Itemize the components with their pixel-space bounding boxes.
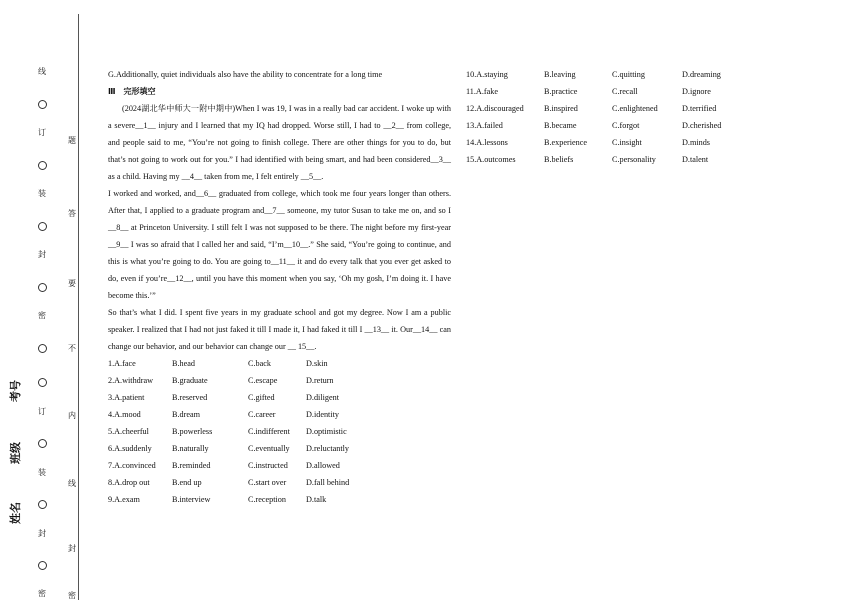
- option-choice: C.eventually: [248, 444, 290, 453]
- option-choice: 10.A.staying: [466, 70, 508, 79]
- option-row: [108, 372, 451, 389]
- options-list-left: [108, 355, 451, 508]
- option-choice: B.beliefs: [544, 155, 574, 164]
- class-label: 班级: [9, 442, 22, 464]
- option-choice: B.powerless: [172, 427, 213, 436]
- right-column: [466, 66, 766, 168]
- outer-mark: 密: [38, 311, 46, 320]
- option-choice: D.return: [306, 376, 334, 385]
- inner-mark: 要: [68, 279, 76, 288]
- option-choice: B.graduate: [172, 376, 208, 385]
- option-choice: B.became: [544, 121, 577, 130]
- option-row: [108, 423, 451, 440]
- option-choice: D.cherished: [682, 121, 722, 130]
- option-choice: 9.A.exam: [108, 495, 140, 504]
- option-choice: D.talent: [682, 155, 709, 164]
- option-choice: B.leaving: [544, 70, 576, 79]
- option-choice: C.escape: [248, 376, 278, 385]
- option-choice: B.naturally: [172, 444, 209, 453]
- option-choice: D.terrified: [682, 104, 717, 113]
- binding-hole: [38, 561, 47, 570]
- option-choice: 15.A.outcomes: [466, 155, 516, 164]
- option-choice: C.career: [248, 410, 276, 419]
- option-row: [108, 440, 451, 457]
- option-choice: D.identity: [306, 410, 339, 419]
- option-choice: D.ignore: [682, 87, 711, 96]
- option-choice: 8.A.drop out: [108, 478, 150, 487]
- option-row: [466, 83, 766, 100]
- option-row: [466, 66, 766, 83]
- option-choice: C.indifferent: [248, 427, 290, 436]
- option-choice: B.inspired: [544, 104, 578, 113]
- option-choice: C.forgot: [612, 121, 640, 130]
- option-row: [466, 151, 766, 168]
- outer-mark: 线: [38, 67, 46, 76]
- option-choice: D.diligent: [306, 393, 339, 402]
- option-choice: 11.A.fake: [466, 87, 498, 96]
- option-row: [466, 117, 766, 134]
- option-choice: 12.A.discouraged: [466, 104, 524, 113]
- option-choice: B.interview: [172, 495, 211, 504]
- option-choice: C.recall: [612, 87, 638, 96]
- option-choice: D.skin: [306, 359, 328, 368]
- option-row: [108, 355, 451, 372]
- binding-hole: [38, 222, 47, 231]
- option-choice: 6.A.suddenly: [108, 444, 152, 453]
- name-label: 姓名: [9, 502, 22, 524]
- inner-mark: 密: [68, 591, 76, 600]
- option-choice: C.reception: [248, 495, 286, 504]
- option-choice: D.optimistic: [306, 427, 347, 436]
- option-choice: B.practice: [544, 87, 578, 96]
- option-choice: 4.A.mood: [108, 410, 141, 419]
- option-choice: D.fall behind: [306, 478, 350, 487]
- passage-paragraph-1: (2024湖北华中师大一附中期中)When I was 19, I was in a really bad car accident. I woke up with a severe__1__ injury and I learned that my IQ had dropped. Worse still, I had to __2__ from college, and people said to me, “You’re not going to finish college. There are other things for you to do, but that’s not going to work out for you.” I had identified with being smart, and had been considered__3__ as a child. Having my __4__ taken from me, I felt entirely __5__.: [108, 104, 451, 181]
- option-choice: 14.A.lessons: [466, 138, 508, 147]
- option-row: [466, 100, 766, 117]
- option-choice: C.back: [248, 359, 271, 368]
- option-choice: B.end up: [172, 478, 202, 487]
- option-choice: 1.A.face: [108, 359, 136, 368]
- option-choice: D.talk: [306, 495, 327, 504]
- option-choice: 7.A.convinced: [108, 461, 156, 470]
- option-choice: B.reminded: [172, 461, 211, 470]
- option-choice: B.experience: [544, 138, 587, 147]
- binding-hole: [38, 283, 47, 292]
- option-choice: B.reserved: [172, 393, 208, 402]
- option-choice: 13.A.failed: [466, 121, 503, 130]
- binding-hole: [38, 161, 47, 170]
- option-choice: C.instructed: [248, 461, 288, 470]
- binding-hole: [38, 500, 47, 509]
- inner-mark: 线: [68, 479, 76, 488]
- outer-mark: 封: [38, 529, 46, 538]
- option-choice: B.head: [172, 359, 195, 368]
- section-heading: Ⅲ 完形填空: [108, 87, 156, 96]
- binding-hole: [38, 100, 47, 109]
- inner-mark: 题: [68, 136, 76, 145]
- option-choice: C.gifted: [248, 393, 275, 402]
- option-choice: C.insight: [612, 138, 642, 147]
- option-row: [108, 406, 451, 423]
- binding-hole: [38, 378, 47, 387]
- option-choice: B.dream: [172, 410, 200, 419]
- option-choice: 2.A.withdraw: [108, 376, 154, 385]
- inner-mark: 不: [68, 344, 76, 353]
- passage-paragraph-2: I worked and worked, and__6__ graduated from college, which took me four years longer than others. After that, I applied to a graduate program and__7__ someone, my tutor Susan to take me on, and so I __8__ at Princeton University. I still felt I was not supposed to be there. The night before my first-year __9__ I was so afraid that I called her and said, “I’m__10__.” She said, “You’re going to continue, and this is what you’re going to do. You are going to__11__ it and do every talk that you ever get asked to do, even if you’re__12__, until you have this moment when you say, ‘Oh my gosh, I’m doing it. I have become this.’”: [108, 189, 451, 300]
- exam-number-label: 考号: [9, 380, 22, 402]
- inner-mark: 答: [68, 209, 76, 218]
- option-row: [108, 474, 451, 491]
- binding-hole: [38, 439, 47, 448]
- passage-paragraph-3: So that’s what I did. I spent five years in my graduate school and got my degree. Now I am a public speaker. I realized that I had not just faked it till I made it, I had faked it till I __13__ it. Our__14__ can change our behavior, and our behavior can change our __ 15__.: [108, 308, 451, 351]
- option-g-line: G.Additionally, quiet individuals also have the ability to concentrate for a long time: [108, 70, 383, 79]
- outer-mark: 密: [38, 589, 46, 598]
- option-row: [108, 457, 451, 474]
- outer-mark: 装: [38, 189, 46, 198]
- outer-mark: 装: [38, 468, 46, 477]
- option-choice: D.dreaming: [682, 70, 721, 79]
- option-row: [108, 491, 451, 508]
- option-choice: 3.A.patient: [108, 393, 145, 402]
- binding-line: [78, 14, 79, 600]
- option-choice: D.allowed: [306, 461, 340, 470]
- outer-mark: 订: [38, 128, 46, 137]
- options-list-right: [466, 66, 766, 168]
- option-row: [108, 389, 451, 406]
- option-choice: C.start over: [248, 478, 287, 487]
- option-choice: C.enlightened: [612, 104, 658, 113]
- outer-mark: 订: [38, 407, 46, 416]
- option-row: [466, 134, 766, 151]
- option-choice: C.quitting: [612, 70, 645, 79]
- outer-mark: 封: [38, 250, 46, 259]
- left-column: [108, 66, 451, 508]
- option-choice: D.minds: [682, 138, 710, 147]
- option-choice: D.reluctantly: [306, 444, 349, 453]
- option-choice: C.personality: [612, 155, 656, 164]
- option-choice: 5.A.cheerful: [108, 427, 149, 436]
- inner-mark: 内: [68, 411, 76, 420]
- inner-mark: 封: [68, 544, 76, 553]
- binding-hole: [38, 344, 47, 353]
